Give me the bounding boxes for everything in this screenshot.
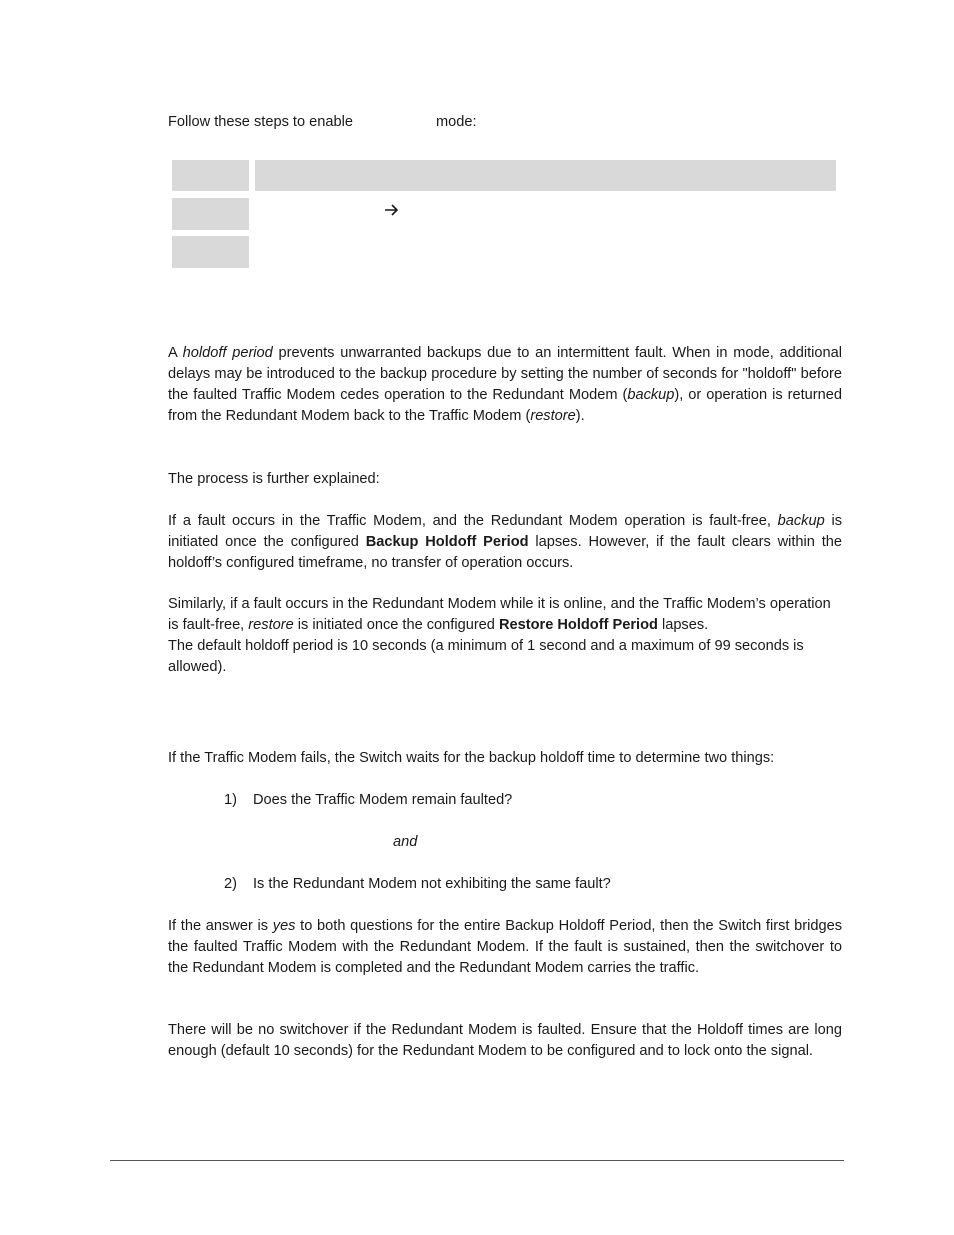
arrow-right-icon bbox=[384, 203, 400, 217]
holdoff-paragraph: A holdoff period prevents unwarranted backups due to an intermittent fault. When in mode, additional delays may be introduced to the backup procedure by setting the number of seconds for "holdoff" before the faulted Traffic Modem cedes operation to the Redundant Modem (backup), or operation is returned from the Redundant Modem back to the Traffic Modem (restore). bbox=[168, 345, 843, 424]
traffic-fails-text: If the Traffic Modem fails, the Switch waits for the backup holdoff time to determine two things: bbox=[168, 750, 775, 766]
table-step-cell bbox=[172, 198, 249, 230]
fault-restore-paragraph: Similarly, if a fault occurs in the Redundant Modem while it is online, and the Traffic Modem’s operation is fault-free, restore is initiated once the configured Restore Holdoff Period lapses. The default holdoff period is 10 seconds (a minimum of 1 second and a maximum of 99 seconds is allowed). bbox=[168, 596, 831, 675]
question-item: 1) Does the Traffic Modem remain faulted? bbox=[224, 792, 513, 808]
table-header-cell-step bbox=[172, 160, 249, 191]
intro-mode-text: mode: bbox=[436, 114, 477, 130]
fault-backup-paragraph: If a fault occurs in the Traffic Modem, and the Redundant Modem operation is fault-free, backup is initiated once the configured Backup Holdoff Period lapses. However, if the fault clears within the holdoff’s configured timeframe, no transfer of operation occurs. bbox=[168, 513, 843, 571]
table-step-cell bbox=[172, 236, 249, 268]
footer-divider bbox=[110, 1160, 844, 1161]
answer-paragraph: If the answer is yes to both questions for the entire Backup Holdoff Period, then the Switch first bridges the faulted Traffic Modem with the Redundant Modem. If the fault is sustained, then the switchover to the Redundant Modem is completed and the Redundant Modem carries the traffic. bbox=[168, 918, 843, 976]
and-text: and bbox=[393, 834, 418, 850]
intro-text: Follow these steps to enable bbox=[168, 114, 353, 130]
no-switchover-paragraph: There will be no switchover if the Redundant Modem is faulted. Ensure that the Holdoff times are long enough (default 10 seconds) for the Redundant Modem to be configured and to lock onto the signal. bbox=[168, 1022, 842, 1059]
process-text: The process is further explained: bbox=[168, 471, 380, 487]
table-header-cell-procedure bbox=[255, 160, 836, 191]
question-item: 2) Is the Redundant Modem not exhibiting the same fault? bbox=[224, 876, 611, 892]
